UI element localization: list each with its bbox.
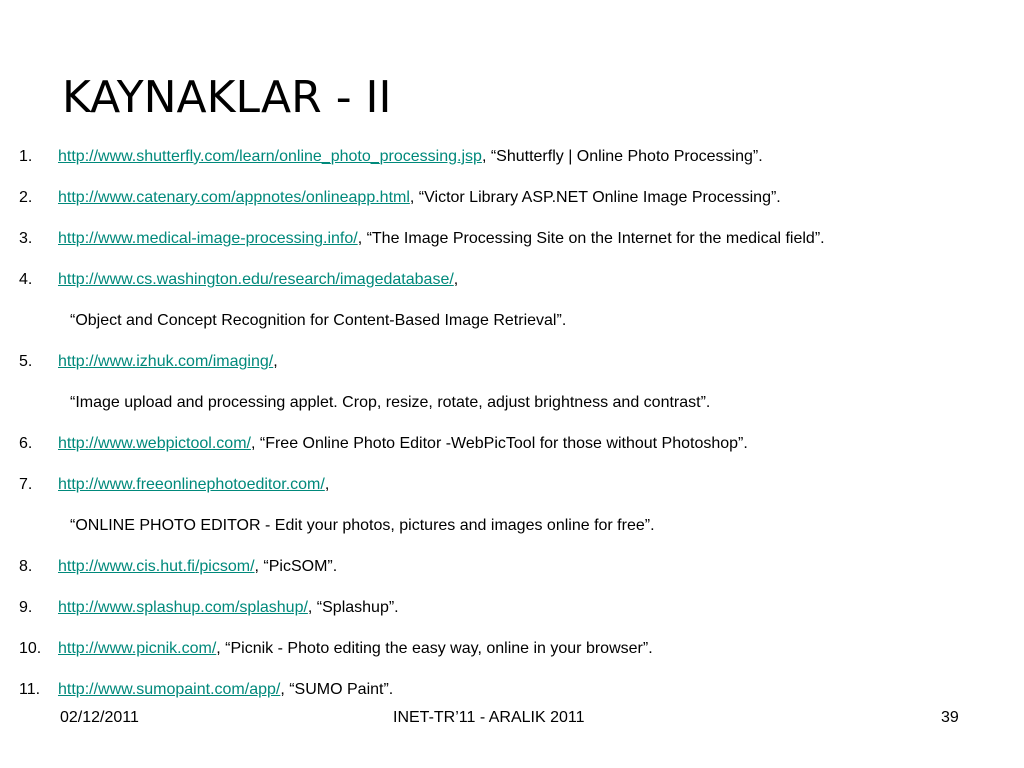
reference-link[interactable]: http://www.izhuk.com/imaging/	[58, 353, 274, 370]
reference-link[interactable]: http://www.picnik.com/	[58, 640, 217, 657]
reference-link[interactable]: http://www.medical-image-processing.info/	[58, 230, 358, 247]
reference-body	[58, 555, 337, 579]
reference-item	[0, 596, 1024, 637]
reference-body	[58, 145, 763, 169]
reference-link[interactable]: http://www.splashup.com/splashup/	[58, 599, 308, 616]
reference-link[interactable]: http://www.shutterfly.com/learn/online_photo_processing.jsp	[58, 148, 482, 165]
reference-item	[0, 145, 1024, 186]
reference-item	[0, 637, 1024, 678]
reference-continuation	[0, 391, 1024, 432]
reference-body	[58, 637, 653, 661]
footer-date: 02/12/2011	[60, 709, 139, 726]
reference-body	[58, 227, 825, 251]
reference-body	[58, 596, 399, 620]
reference-number: 3.	[19, 230, 33, 247]
reference-body	[58, 432, 748, 456]
slide-title: KAYNAKLAR - II	[62, 72, 392, 123]
reference-description: , “Free Online Photo Editor -WebPicTool for those without Photoshop”.	[250, 435, 748, 452]
reference-description: ,	[453, 271, 459, 288]
reference-description: , “Splashup”.	[307, 599, 399, 616]
reference-link[interactable]: http://www.freeonlinephotoeditor.com/	[58, 476, 325, 493]
reference-number: 2.	[19, 189, 33, 206]
reference-body	[58, 268, 458, 292]
reference-number: 7.	[19, 476, 33, 493]
reference-description: , “Victor Library ASP.NET Online Image Processing”.	[409, 189, 781, 206]
reference-item	[0, 186, 1024, 227]
reference-link[interactable]: http://www.webpictool.com/	[58, 435, 251, 452]
reference-number: 1.	[19, 148, 33, 165]
reference-description: , “The Image Processing Site on the Internet for the medical field”.	[357, 230, 825, 247]
reference-item	[0, 350, 1024, 391]
footer-event: INET-TR’11 - ARALIK 2011	[393, 709, 585, 726]
reference-number: 9.	[19, 599, 33, 616]
reference-item	[0, 268, 1024, 309]
reference-description: , “Picnik - Photo editing the easy way, online in your browser”.	[216, 640, 653, 657]
reference-link[interactable]: http://www.cis.hut.fi/picsom/	[58, 558, 255, 575]
reference-item	[0, 227, 1024, 268]
reference-description-continued: “ONLINE PHOTO EDITOR - Edit your photos, pictures and images online for free”.	[70, 517, 655, 534]
reference-description-continued: “Image upload and processing applet. Crop, resize, rotate, adjust brightness and contrast”.	[70, 394, 711, 411]
reference-body	[58, 186, 781, 210]
reference-body	[58, 350, 278, 374]
reference-body	[58, 473, 329, 497]
reference-description: , “Shutterfly | Online Photo Processing”.	[481, 148, 763, 165]
reference-number: 11.	[19, 681, 41, 698]
reference-number: 10.	[19, 640, 42, 657]
reference-number: 5.	[19, 353, 33, 370]
reference-continuation	[0, 514, 1024, 555]
reference-description: , “SUMO Paint”.	[280, 681, 394, 698]
reference-list	[0, 145, 1024, 719]
reference-number: 6.	[19, 435, 33, 452]
reference-item	[0, 473, 1024, 514]
reference-link[interactable]: http://www.catenary.com/appnotes/onlineapp.html	[58, 189, 410, 206]
slide-number: 39	[941, 709, 959, 726]
reference-number: 8.	[19, 558, 33, 575]
reference-continuation	[0, 309, 1024, 350]
reference-item	[0, 555, 1024, 596]
reference-body	[58, 678, 393, 702]
reference-description: ,	[273, 353, 278, 370]
reference-number: 4.	[19, 271, 33, 288]
reference-link[interactable]: http://www.cs.washington.edu/research/imagedatabase/	[58, 271, 454, 288]
reference-item	[0, 432, 1024, 473]
reference-link[interactable]: http://www.sumopaint.com/app/	[58, 681, 281, 698]
reference-description: , “PicSOM”.	[254, 558, 338, 575]
reference-description-continued: “Object and Concept Recognition for Content-Based Image Retrieval”.	[70, 312, 567, 329]
reference-description: ,	[324, 476, 330, 493]
